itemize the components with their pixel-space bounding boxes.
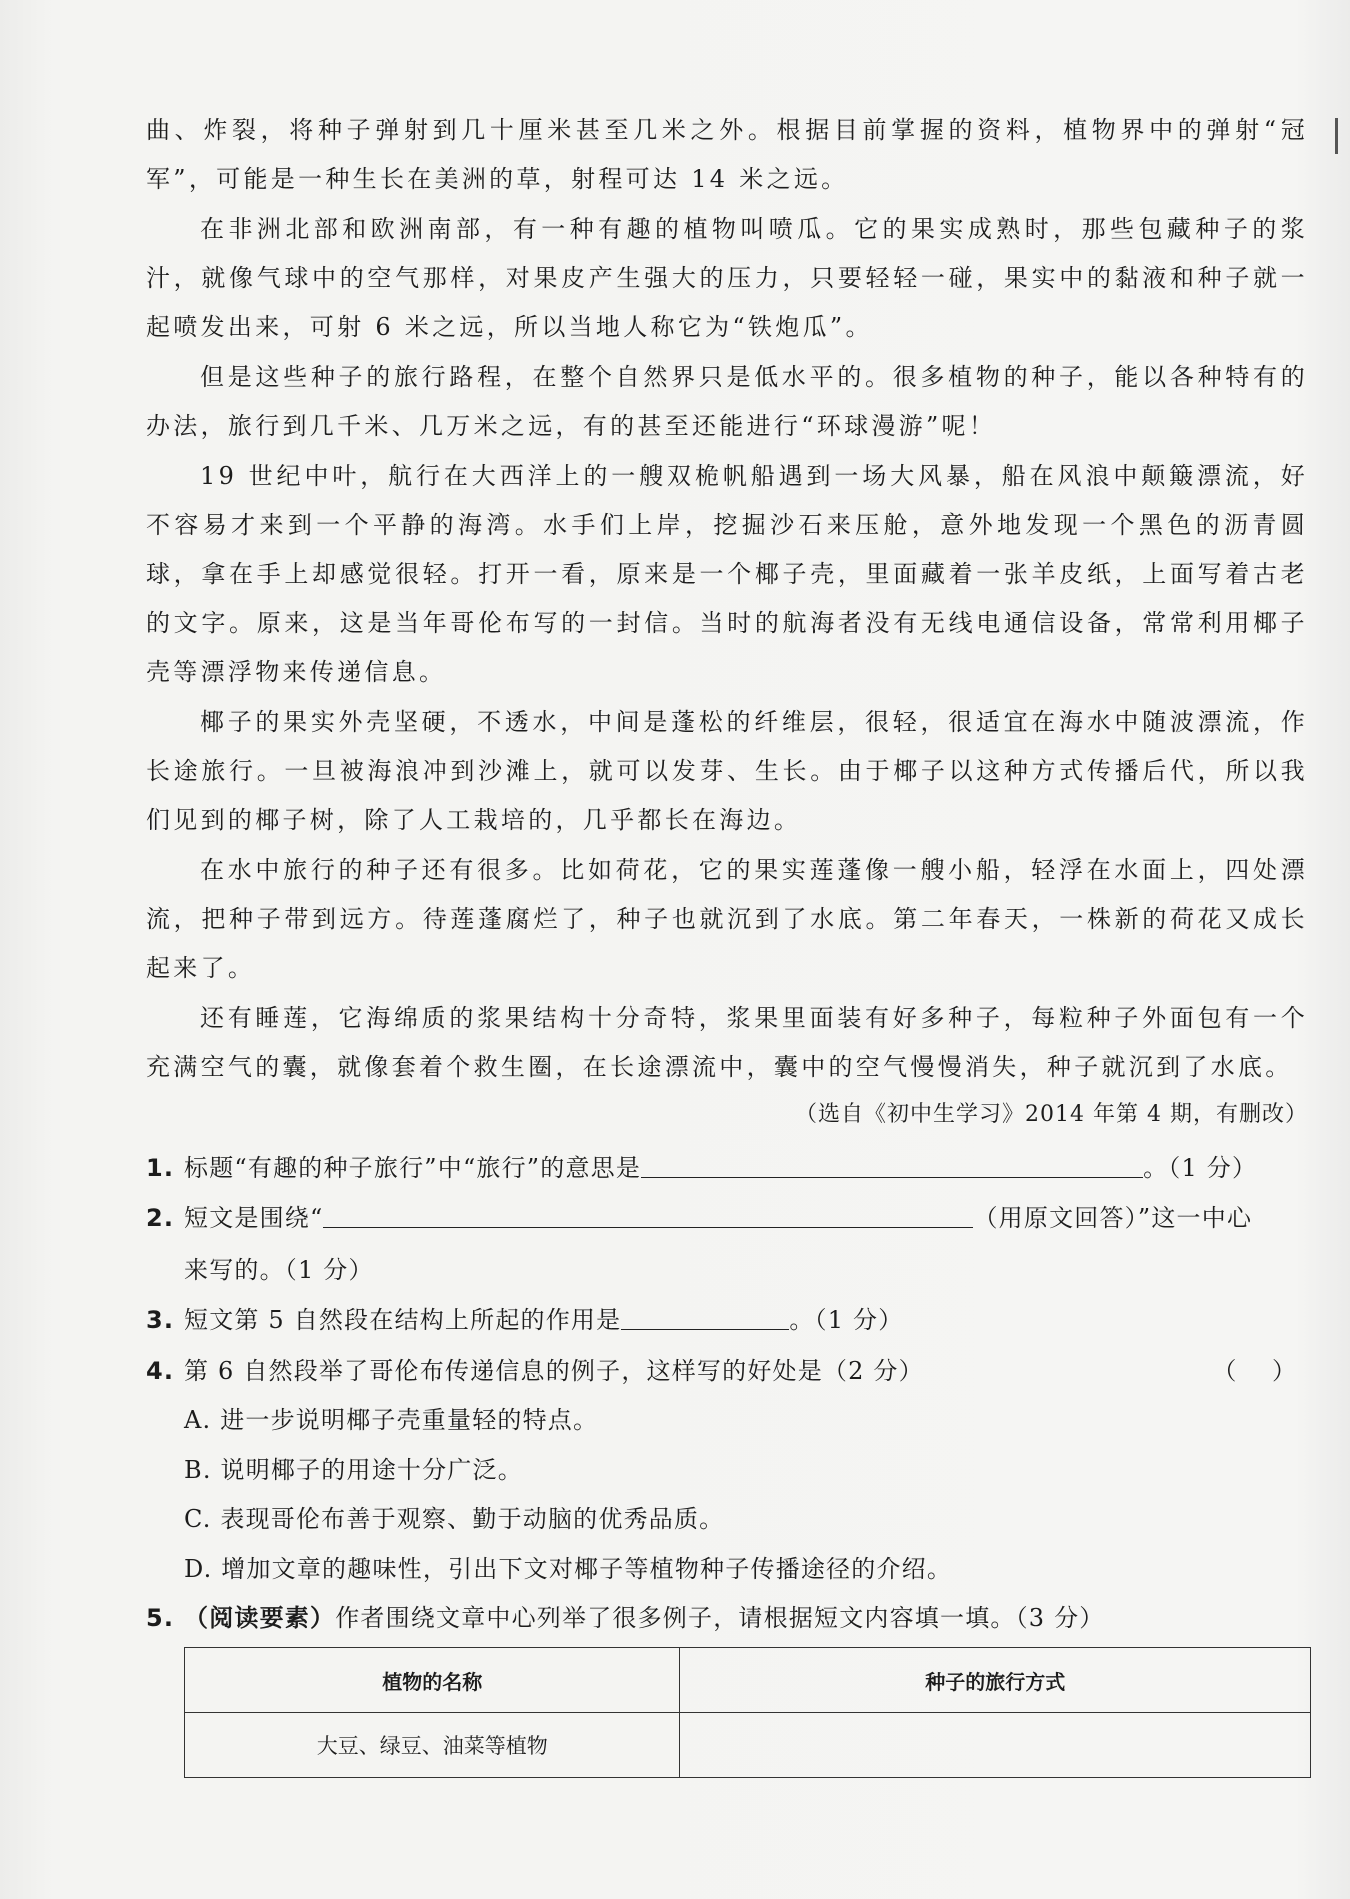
passage-paragraph-7: 还有睡莲，它海绵质的浆果结构十分奇特，浆果里面装有好多种子，每粒种子外面包有一个充满空气的囊，就像套着个救生圈，在长途漂流中，囊中的空气慢慢消失，种子就沉到了水底。 <box>146 1004 1308 1081</box>
passage-paragraph-3: 但是这些种子的旅行路程，在整个自然界只是低水平的。很多植物的种子，能以各种特有的办法，旅行到几千米、几万米之远，有的甚至还能进行“环球漫游”呢！ <box>146 363 1308 440</box>
passage-paragraph-5: 椰子的果实外壳坚硬，不透水，中间是蓬松的纤维层，很轻，很适宜在海水中随波漂流，作长途旅行。一旦被海浪冲到沙滩上，就可以发芽、生长。由于椰子以这种方式传播后代，所以我们见到的椰子树，除了人工栽培的，几乎都长在海边。 <box>146 708 1308 834</box>
question-text: 第 6 自然段举了哥伦布传递信息的例子，这样写的好处是（2 分） <box>184 1357 924 1385</box>
page-edge-mark <box>1335 118 1338 154</box>
question-3 <box>146 1300 1308 1340</box>
question-number: 5. <box>146 1604 175 1632</box>
question-1 <box>146 1148 1308 1188</box>
question-number: 3. <box>146 1306 175 1334</box>
option-b[interactable]: B. 说明椰子的用途十分广泛。 <box>184 1456 523 1484</box>
question-number: 2. <box>146 1204 175 1232</box>
passage-paragraph-4: 19 世纪中叶，航行在大西洋上的一艘双桅帆船遇到一场大风暴，船在风浪中颠簸漂流，好不容易才来到一个平静的海湾。水手们上岸，挖掘沙石来压舱，意外地发现一个黑色的沥青圆球，拿在手上却感觉很轻。打开一看，原来是一个椰子壳，里面藏着一张羊皮纸，上面写着古老的文字。原来，这是当年哥伦布写的一封信。当时的航海者没有无线电通信设备，常常利用椰子壳等漂浮物来传递信息。 <box>146 462 1308 686</box>
question-5 <box>146 1598 1308 1638</box>
passage-paragraph-6: 在水中旅行的种子还有很多。比如荷花，它的果实莲蓬像一艘小船，轻浮在水面上，四处漂流，把种子带到远方。待莲蓬腐烂了，种子也就沉到了水底。第二年春天，一株新的荷花又成长起来了。 <box>146 856 1308 982</box>
option-c[interactable]: C. 表现哥伦布善于观察、勤于动脑的优秀品质。 <box>184 1505 725 1533</box>
answer-parentheses[interactable]: （ ） <box>1212 1357 1310 1385</box>
source-citation: （选自《初中生学习》2014 年第 4 期，有删改） <box>795 1102 1308 1127</box>
answer-blank[interactable] <box>323 1201 973 1228</box>
passage-paragraph-2: 在非洲北部和欧洲南部，有一种有趣的植物叫喷瓜。它的果实成熟时，那些包藏种子的浆汁，就像气球中的空气那样，对果皮产生强大的压力，只要轻轻一碰，果实中的黏液和种子就一起喷发出来，可射 6 米之远，所以当地人称它为“铁炮瓜”。 <box>146 215 1308 341</box>
question-2-continuation: 来写的。（1 分） <box>184 1256 374 1284</box>
question-score: 。（1 分） <box>789 1306 904 1334</box>
passage-paragraph-1: 曲、炸裂，将种子弹射到几十厘米甚至几米之外。根据目前掌握的资料，植物界中的弹射“冠军”，可能是一种生长在美洲的草，射程可达 14 米之远。 <box>146 116 1308 193</box>
table-header-travel-method: 种子的旅行方式 <box>680 1648 1311 1713</box>
question-number: 4. <box>146 1357 175 1385</box>
table-header-plant-name: 植物的名称 <box>185 1648 680 1713</box>
answer-table <box>184 1647 1311 1778</box>
question-tag: （阅读要素） <box>184 1603 336 1632</box>
table-header-row <box>185 1648 1311 1713</box>
question-text: 标题“有趣的种子旅行”中“旅行”的意思是 <box>184 1154 642 1182</box>
option-a[interactable]: A. 进一步说明椰子壳重量轻的特点。 <box>184 1406 599 1434</box>
question-4 <box>146 1351 1308 1391</box>
option-d[interactable]: D. 增加文章的趣味性，引出下文对椰子等植物种子传播途径的介绍。 <box>184 1555 953 1583</box>
table-cell-plant: 大豆、绿豆、油菜等植物 <box>185 1713 680 1778</box>
answer-blank[interactable] <box>621 1303 789 1330</box>
question-2 <box>146 1198 1308 1238</box>
table-cell-answer[interactable] <box>680 1713 1311 1778</box>
question-text: 短文是围绕“ <box>184 1204 324 1232</box>
question-number: 1. <box>146 1154 175 1182</box>
question-score: 。（1 分） <box>1143 1154 1258 1182</box>
question-text: 短文第 5 自然段在结构上所起的作用是 <box>184 1306 622 1334</box>
question-suffix: （用原文回答）”这一中心 <box>973 1204 1253 1232</box>
table-row <box>185 1713 1311 1778</box>
answer-blank[interactable] <box>641 1151 1143 1178</box>
question-text: 作者围绕文章中心列举了很多例子，请根据短文内容填一填。（3 分） <box>335 1604 1105 1632</box>
